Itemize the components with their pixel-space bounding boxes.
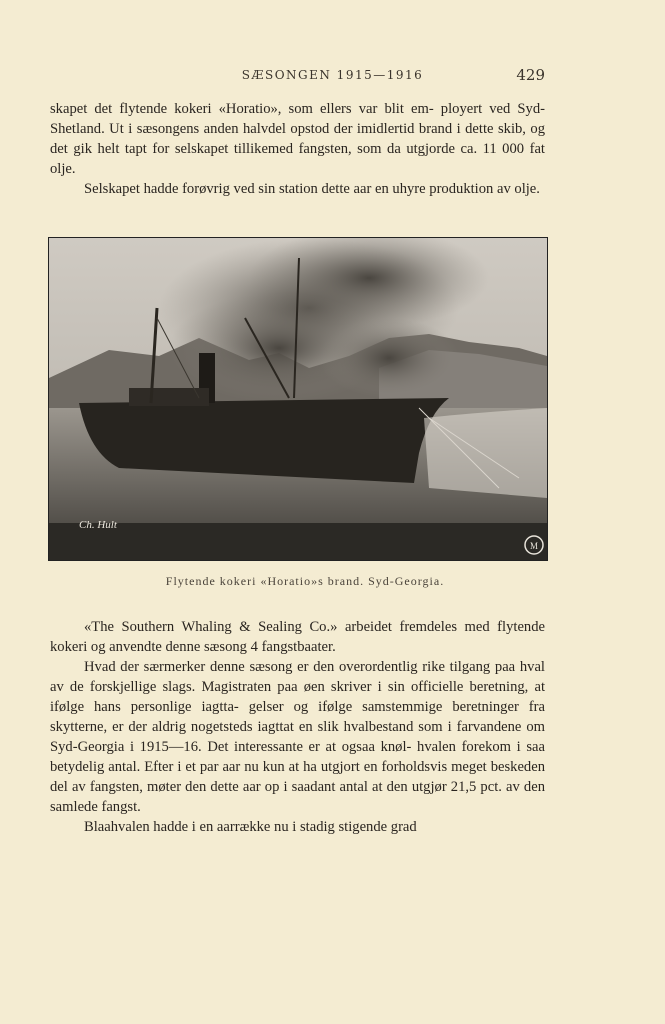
figure-caption: Flytende kokeri «Horatio»s brand. Syd-Georgia. xyxy=(165,574,445,588)
top-text xyxy=(50,99,545,199)
paragraph: Selskapet hadde forøvrig ved sin station dette aar en uhyre produktion av olje. xyxy=(84,181,540,197)
ship-fire-photograph xyxy=(48,237,548,561)
paragraph: skapet det flytende kokeri «Horatio», som ellers var blit em- ployert ved Syd-Shetland. Ut i sæsongens anden halvdel opstod der imidlertid brand i dette skib, og det gik helt tapt for selskapet tillikemed fangsten, som da utgjorde ca. 11 000 fat olje. xyxy=(50,101,545,177)
svg-text:M: M xyxy=(529,541,539,551)
bottom-text xyxy=(50,617,545,837)
running-head: SÆSONGEN 1915—1916 xyxy=(241,68,424,82)
page-header xyxy=(0,66,665,86)
paragraph: Blaahvalen hadde i en aarrække nu i stadig stigende grad xyxy=(84,819,417,835)
page-number: 429 xyxy=(516,66,545,84)
photograph-illustration xyxy=(49,238,547,560)
photographer-signature: Ch. Hult xyxy=(79,519,117,531)
paragraph: Hvad der særmerker denne sæsong er den overordentlig rike tilgang paa hval av de forskjellige slags. Magistraten paa øen skriver i sin officielle beretning, at ifølge hans personlige iagtta- gelser og ifølge samstemmige beretninger fra skytterne, er der aldrig nogetsteds iagttat en slik hvalbestand som i farvandene om Syd-Georgia i 1915—16. Det interessante er at ogsaa knøl- hvalen forekom i saa betydelig antal. Efter i et par aar nu kun at ha utgjort en forholdsvis meget beskeden del av fangsten, møter den dette aar op i saadant antal at den utgjør 21,5 pct. av den samlede fangst. xyxy=(50,659,545,815)
paragraph: «The Southern Whaling & Sealing Co.» arbeidet fremdeles med flytende kokeri og anvendte denne sæsong 4 fangstbaater. xyxy=(50,619,545,655)
